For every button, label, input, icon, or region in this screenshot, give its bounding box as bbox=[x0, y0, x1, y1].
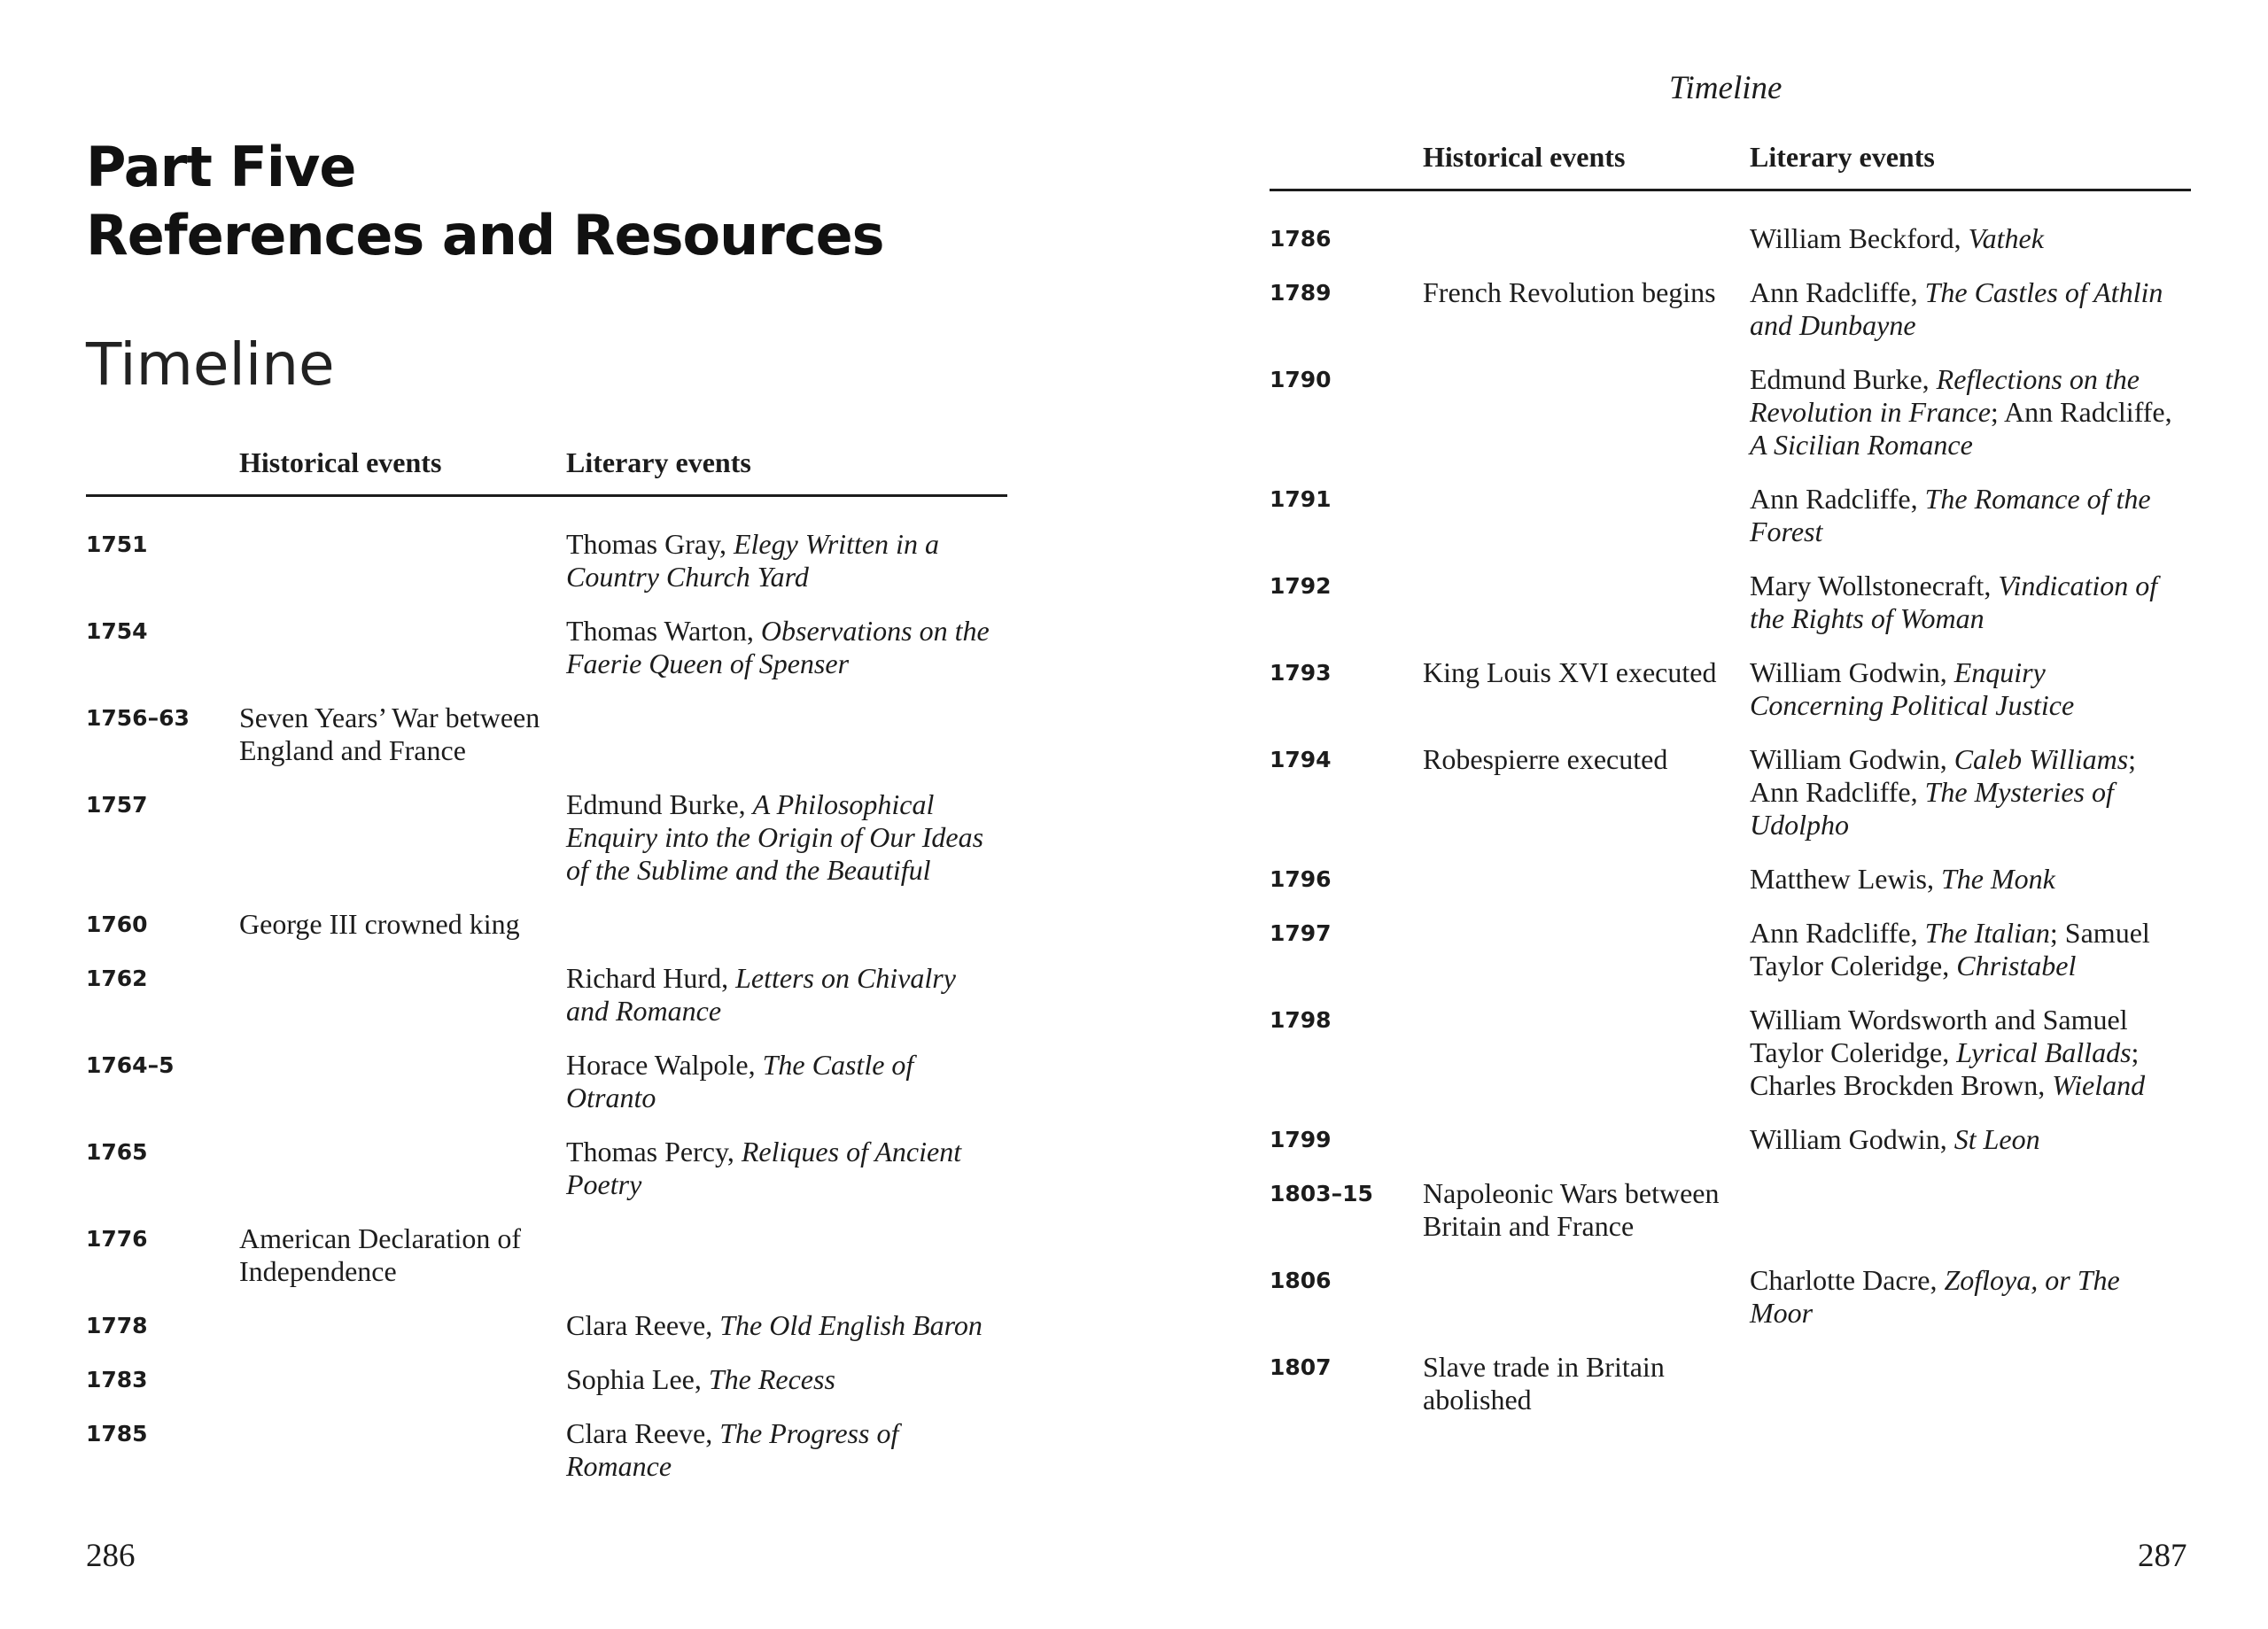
row-literary-event bbox=[566, 1417, 991, 1483]
work-title: Vathek bbox=[1968, 222, 2044, 254]
work-title: The Mysteries of Udolpho bbox=[1750, 776, 2114, 841]
table-row bbox=[1270, 276, 2191, 342]
row-literary-event bbox=[1750, 656, 2175, 722]
work-title: Reliques of Ancient Poetry bbox=[566, 1136, 962, 1200]
author-text: Horace Walpole, bbox=[566, 1049, 763, 1081]
work-title: Observations on the Faerie Queen of Spenser bbox=[566, 615, 990, 679]
row-year: 1794 bbox=[1270, 747, 1332, 772]
author-text: Clara Reeve, bbox=[566, 1309, 720, 1341]
work-title: The Old English Baron bbox=[719, 1309, 983, 1341]
row-historical-event: King Louis XVI executed bbox=[1423, 656, 1717, 688]
row-literary-event bbox=[1750, 743, 2175, 842]
row-year: 1803–15 bbox=[1270, 1181, 1373, 1206]
row-literary-event bbox=[1750, 570, 2175, 635]
row-historical-event: French Revolution begins bbox=[1423, 276, 1716, 308]
author-text: Thomas Gray, bbox=[566, 528, 734, 560]
row-literary-event bbox=[566, 1136, 991, 1201]
work-title: Enquiry Concerning Political Justice bbox=[1750, 656, 2075, 721]
table-row bbox=[1270, 1004, 2191, 1102]
author-text: Matthew Lewis, bbox=[1750, 863, 1941, 895]
author-text: William Godwin, bbox=[1750, 743, 1954, 775]
table-row bbox=[1270, 1264, 2191, 1330]
table-row bbox=[1270, 863, 2191, 896]
row-literary-event bbox=[566, 615, 991, 680]
work-title: Vindication of the Rights of Woman bbox=[1750, 570, 2158, 634]
part-heading-line2: References and Resources bbox=[86, 203, 884, 268]
row-year: 1797 bbox=[1270, 920, 1332, 946]
author-text: Ann Radcliffe, bbox=[1750, 483, 1925, 515]
running-head: Timeline bbox=[1669, 70, 1783, 106]
table-row bbox=[86, 962, 1007, 1028]
row-year: 1764–5 bbox=[86, 1052, 175, 1078]
row-historical-event: Robespierre executed bbox=[1423, 743, 1668, 775]
row-literary-event bbox=[1750, 917, 2175, 982]
table-row bbox=[1270, 1351, 2191, 1416]
table-row bbox=[1270, 570, 2191, 635]
table-row bbox=[86, 1363, 1007, 1396]
row-historical-event: Seven Years’ War between England and France bbox=[239, 702, 540, 766]
work-title: Wieland bbox=[2052, 1069, 2146, 1101]
row-year: 1762 bbox=[86, 966, 148, 991]
table-row bbox=[86, 908, 1007, 941]
row-literary-event bbox=[566, 788, 991, 887]
work-title: Letters on Chivalry and Romance bbox=[566, 962, 956, 1027]
row-year: 1778 bbox=[86, 1313, 148, 1338]
table-row bbox=[1270, 222, 2191, 255]
row-year: 1806 bbox=[1270, 1268, 1332, 1293]
table-row bbox=[1270, 656, 2191, 722]
row-literary-event bbox=[1750, 1177, 2175, 1210]
table-row bbox=[1270, 1177, 2191, 1243]
row-year: 1785 bbox=[86, 1421, 148, 1447]
row-literary-event bbox=[1750, 1004, 2175, 1102]
author-text: William Godwin, bbox=[1750, 656, 1954, 688]
author-text: Thomas Warton, bbox=[566, 615, 761, 647]
author-text: ; Samuel Taylor Coleridge, bbox=[1750, 917, 2150, 981]
row-year: 1756–63 bbox=[86, 705, 190, 731]
part-heading-line1: Part Five bbox=[86, 135, 356, 199]
author-text: ; Charles Brockden Brown, bbox=[1750, 1036, 2140, 1101]
row-literary-event bbox=[1750, 276, 2175, 342]
row-literary-event bbox=[1750, 363, 2175, 462]
table-row bbox=[1270, 917, 2191, 982]
author-text: Edmund Burke, bbox=[1750, 363, 1937, 395]
timeline-table-right bbox=[1270, 137, 2191, 1438]
row-year: 1792 bbox=[1270, 573, 1332, 599]
work-title: Zofloya, or The Moor bbox=[1750, 1264, 2120, 1329]
author-text: Ann Radcliffe, bbox=[1750, 917, 1925, 949]
table-row bbox=[86, 1417, 1007, 1483]
row-year: 1776 bbox=[86, 1226, 148, 1252]
section-title: Timeline bbox=[86, 330, 335, 399]
row-year: 1798 bbox=[1270, 1007, 1332, 1033]
author-text: Thomas Percy, bbox=[566, 1136, 742, 1167]
row-year: 1754 bbox=[86, 618, 148, 644]
row-literary-event bbox=[566, 1222, 991, 1255]
table-body bbox=[1270, 191, 2191, 1416]
row-literary-event bbox=[1750, 483, 2175, 548]
row-literary-event bbox=[1750, 1264, 2175, 1330]
row-literary-event bbox=[566, 528, 991, 593]
row-literary-event bbox=[1750, 1123, 2175, 1156]
page-number: 286 bbox=[86, 1538, 136, 1574]
row-year: 1799 bbox=[1270, 1127, 1332, 1152]
row-literary-event bbox=[566, 702, 991, 734]
table-row bbox=[1270, 743, 2191, 842]
header-historical-events: Historical events bbox=[239, 446, 442, 478]
table-header bbox=[86, 443, 1007, 497]
row-historical-event: American Declaration of Independence bbox=[239, 1222, 522, 1287]
table-row bbox=[1270, 363, 2191, 462]
work-title: The Monk bbox=[1940, 863, 2055, 895]
author-text: Ann Radcliffe, bbox=[1750, 276, 1925, 308]
row-year: 1796 bbox=[1270, 866, 1332, 892]
row-year: 1765 bbox=[86, 1139, 148, 1165]
author-text: Charlotte Dacre, bbox=[1750, 1264, 1945, 1296]
work-title: Elegy Written in a Country Church Yard bbox=[566, 528, 939, 593]
table-row bbox=[86, 1309, 1007, 1342]
row-historical-event: Napoleonic Wars between Britain and France bbox=[1423, 1177, 1720, 1242]
work-title: Reflections on the Revolution in France bbox=[1750, 363, 2140, 428]
page-number: 287 bbox=[2138, 1538, 2187, 1574]
work-title: St Leon bbox=[1953, 1123, 2040, 1155]
header-literary-events: Literary events bbox=[1750, 141, 1935, 173]
row-year: 1783 bbox=[86, 1367, 148, 1392]
author-text: Richard Hurd, bbox=[566, 962, 736, 994]
work-title: A Philosophical Enquiry into the Origin of Our Ideas of the Sublime and the Beautiful bbox=[566, 788, 984, 886]
table-row bbox=[86, 528, 1007, 593]
work-title: The Recess bbox=[708, 1363, 835, 1395]
row-year: 1790 bbox=[1270, 367, 1332, 392]
table-header bbox=[1270, 137, 2191, 191]
row-literary-event bbox=[566, 1363, 991, 1396]
row-year: 1751 bbox=[86, 531, 148, 557]
work-title: The Castles of Athlin and Dunbayne bbox=[1750, 276, 2163, 341]
table-row bbox=[86, 788, 1007, 887]
table-row bbox=[1270, 1123, 2191, 1156]
table-row bbox=[1270, 483, 2191, 548]
row-year: 1807 bbox=[1270, 1354, 1332, 1380]
header-literary-events: Literary events bbox=[566, 446, 751, 478]
author-text: Clara Reeve, bbox=[566, 1417, 720, 1449]
row-literary-event bbox=[566, 1309, 991, 1342]
author-text: William Godwin, bbox=[1750, 1123, 1954, 1155]
row-literary-event bbox=[1750, 863, 2175, 896]
table-row bbox=[86, 615, 1007, 680]
row-literary-event bbox=[566, 1049, 991, 1114]
row-year: 1786 bbox=[1270, 226, 1332, 252]
work-title: The Romance of the Forest bbox=[1750, 483, 2151, 547]
work-title: Christabel bbox=[1956, 950, 2077, 981]
work-title: The Castle of Otranto bbox=[566, 1049, 914, 1113]
table-body bbox=[86, 497, 1007, 1483]
author-text: Sophia Lee, bbox=[566, 1363, 709, 1395]
row-historical-event: George III crowned king bbox=[239, 908, 520, 940]
part-heading bbox=[86, 133, 884, 269]
row-year: 1793 bbox=[1270, 660, 1332, 686]
work-title: A Sicilian Romance bbox=[1750, 429, 1973, 461]
work-title: The Italian bbox=[1924, 917, 2050, 949]
author-text: William Beckford, bbox=[1750, 222, 1969, 254]
work-title: Lyrical Ballads bbox=[1956, 1036, 2132, 1068]
work-title: The Progress of Romance bbox=[566, 1417, 899, 1482]
row-literary-event bbox=[566, 908, 991, 941]
row-year: 1760 bbox=[86, 911, 148, 937]
row-year: 1757 bbox=[86, 792, 148, 818]
row-year: 1789 bbox=[1270, 280, 1332, 306]
author-text: William Wordsworth and Samuel Taylor Coleridge, bbox=[1750, 1004, 2128, 1068]
row-year: 1791 bbox=[1270, 486, 1332, 512]
row-literary-event bbox=[1750, 1351, 2175, 1384]
row-literary-event bbox=[1750, 222, 2175, 255]
row-literary-event bbox=[566, 962, 991, 1028]
row-historical-event: Slave trade in Britain abolished bbox=[1423, 1351, 1665, 1416]
author-text: ; Ann Radcliffe, bbox=[1750, 743, 2137, 808]
work-title: Caleb Williams bbox=[1953, 743, 2129, 775]
table-row bbox=[86, 1049, 1007, 1114]
table-row bbox=[86, 1136, 1007, 1201]
table-row bbox=[86, 1222, 1007, 1288]
header-historical-events: Historical events bbox=[1423, 141, 1626, 173]
author-text: Mary Wollstonecraft, bbox=[1750, 570, 1999, 601]
table-row bbox=[86, 702, 1007, 767]
author-text: ; Ann Radcliffe, bbox=[1990, 396, 2172, 428]
author-text: Edmund Burke, bbox=[566, 788, 753, 820]
timeline-table-left bbox=[86, 443, 1007, 1504]
